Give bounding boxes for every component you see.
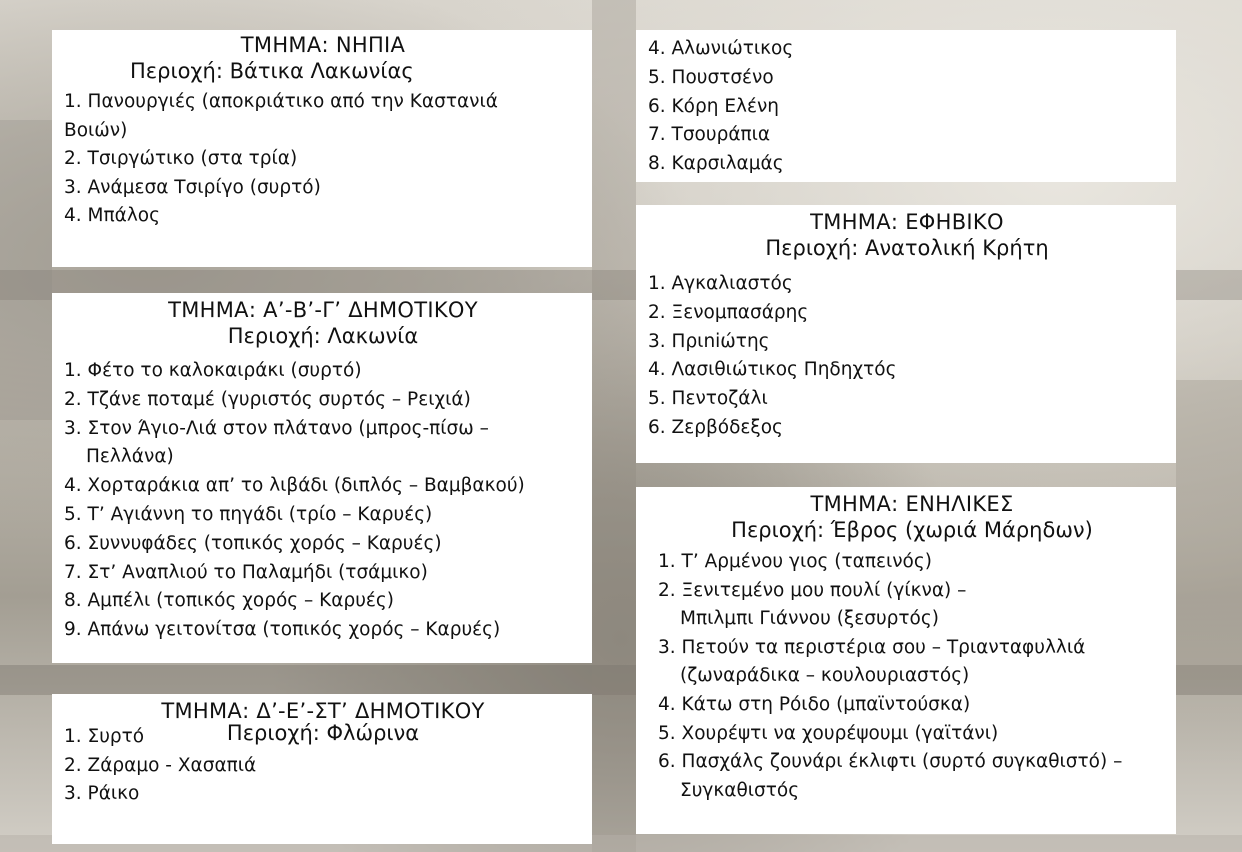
list-item: 4. Κάτω στη Ρόιδο (μπαϊντούσκα) <box>658 693 971 715</box>
section-card-dest-dimotikou-continued <box>636 30 1176 182</box>
dance-list <box>64 88 582 231</box>
list-item: 6. Συννυφάδες (τοπικός χορός – Καρυές) <box>64 532 442 554</box>
list-item: 7. Στ’ Αναπλιού το Παλαμήδι (τσάμικο) <box>64 561 428 583</box>
list-item: 3. Ανάμεσα Τσιρίγο (συρτό) <box>64 176 321 198</box>
list-item: 6. Πασχάλς ζουνάρι έκλιφτι (συρτό συγκαθιστό) – Συγκαθιστός <box>658 751 1123 801</box>
list-item: 5. Χουρέψτι να χουρέψουμι (γαϊτάνι) <box>658 722 999 744</box>
list-item: 5. Πεντοζάλι <box>648 388 768 410</box>
section-title: ΤΜΗΜΑ: ΕΦΗΒΙΚΟ <box>810 210 1004 234</box>
list-item: 3. Στον Άγιο-Λιά στον πλάτανο (μπρος-πίσω – Πελλάνα) <box>64 417 489 468</box>
list-item: 3. Ράικο <box>64 783 140 804</box>
list-item: 1. Φέτο το καλοκαιράκι (συρτό) <box>64 360 362 381</box>
list-item: 4. Λασιθιώτικος Πηδηχτός <box>648 359 897 381</box>
list-item: 2. Τζάνε ποταμέ (γυριστός συρτός – Ρειχιά) <box>64 388 471 410</box>
list-item: 2. Ξενομπασάρης <box>648 301 809 323</box>
list-item: 1. Συρτό <box>64 726 145 747</box>
list-item: 8. Καρσιλαμάς <box>648 153 784 175</box>
list-item: 3. Πετούν τα περιστέρια σου – Τριανταφυλλιά (ζωναράδικα – κουλουριαστός) <box>658 636 1086 687</box>
list-item: 4. Χορταράκια απ’ το λιβάδι (διπλός – Βαμβακού) <box>64 475 525 497</box>
section-title: ΤΜΗΜΑ: Α’-Β’-Γ’ ΔΗΜΟΤΙΚΟΥ <box>168 298 478 322</box>
section-card-dest-dimotikou <box>52 694 592 844</box>
list-item: 4. Αλωνιώτικος <box>648 38 794 59</box>
section-card-efiviko <box>636 205 1176 463</box>
list-item: 7. Τσουράπια <box>648 124 771 146</box>
dance-list <box>648 35 1166 179</box>
list-item: 5. Πουστσένο <box>648 66 774 88</box>
list-item: 3. Πριniώτης <box>648 330 770 352</box>
list-item: 1. Αγκαλιαστός <box>648 273 793 294</box>
list-item: 2. Ξενιτεμένο μου πουλί (γίκνα) – Μπιλμπι Γιάννου (ξεσυρτός) <box>658 579 967 630</box>
list-item: 2. Ζάραμο - Χασαπιά <box>64 754 257 776</box>
dance-list <box>64 357 582 645</box>
section-region: Περιοχή: Ανατολική Κρήτη <box>765 236 1049 260</box>
section-card-abg-dimotikou <box>52 293 592 663</box>
list-item: 9. Απάνω γειτονίτσα (τοπικός χορός – Καρυές) <box>64 619 501 641</box>
list-item: 1. Τ’ Αρμένου γιος (ταπεινός) <box>658 551 932 572</box>
list-item: 5. Τ’ Αγιάννη το πηγάδι (τρίο – Καρυές) <box>64 503 433 525</box>
list-item: 6. Κόρη Ελένη <box>648 95 780 117</box>
section-region: Περιοχή: Βάτικα Λακωνίας <box>130 59 414 83</box>
list-item: 1. Πανουργιές (αποκριάτικο από την Καστανιά Βοιών) <box>64 91 498 141</box>
section-title: ΤΜΗΜΑ: Δ’-Ε’-ΣΤ’ ΔΗΜΟΤΙΚΟΥ <box>161 699 485 723</box>
section-region: Περιοχή: Φλώρινα <box>226 721 420 745</box>
list-item: 8. Αμπέλι (τοπικός χορός – Καρυές) <box>64 590 395 612</box>
list-item: 4. Μπάλος <box>64 205 160 227</box>
dance-list <box>648 270 1166 443</box>
section-card-enilikes <box>636 487 1176 834</box>
section-title: ΤΜΗΜΑ: ΕΝΗΛΙΚΕΣ <box>810 492 1014 516</box>
dance-list <box>658 548 1166 805</box>
section-title: ΤΜΗΜΑ: ΝΗΠΙΑ <box>240 33 406 57</box>
list-item: 6. Ζερβόδεξος <box>648 416 783 438</box>
section-card-nipia <box>52 30 592 267</box>
list-item: 2. Τσιργώτικο (στα τρία) <box>64 148 298 170</box>
section-region: Περιοχή: Έβρος (χωριά Μάρηδων) <box>731 518 1093 542</box>
section-region: Περιοχή: Λακωνία <box>227 324 419 348</box>
